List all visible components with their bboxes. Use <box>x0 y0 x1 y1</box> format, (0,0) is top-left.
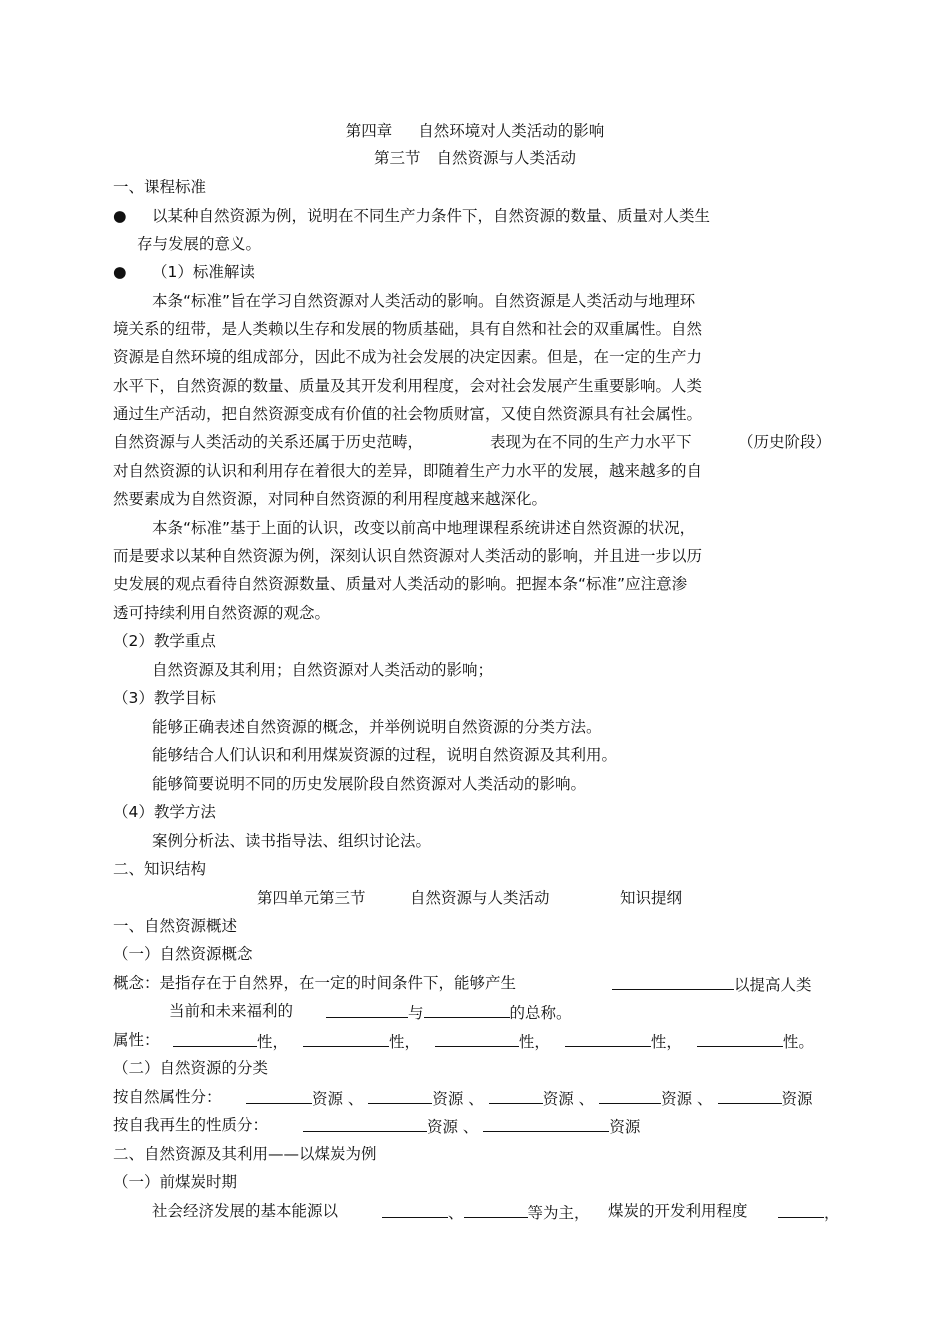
paragraph-line: 表现为在不同的生产力水平下 <box>490 433 692 451</box>
paragraph-line: 然要素成为自然资源，对同种自然资源的利用程度越来越深化。 <box>113 490 548 508</box>
concept-line-1: 概念：是指存在于自然界，在一定的时间条件下，能够产生 <box>113 974 517 992</box>
fill-blank[interactable] <box>303 1115 427 1132</box>
fill-blank[interactable] <box>382 1201 448 1218</box>
fill-blank[interactable] <box>778 1201 824 1218</box>
teaching-method-text: 案例分析法、读书指导法、组织讨论法。 <box>152 832 432 850</box>
concept-line-2: 当前和未来福利的 <box>169 1002 294 1020</box>
fill-blank[interactable] <box>483 1115 609 1132</box>
classification-blanks-renewable: 资源 、 资源 <box>303 1115 640 1137</box>
paragraph-line: 资源是自然环境的组成部分，因此不成为社会发展的决定因素。但是，在一定的生产力 <box>113 348 703 366</box>
section-name: 自然资源与人类活动 <box>436 149 577 167</box>
heading-knowledge-structure: 二、知识结构 <box>113 860 207 878</box>
fill-blank[interactable] <box>697 1030 783 1047</box>
teaching-focus-heading: （2）教学重点 <box>113 632 216 650</box>
fill-blank[interactable] <box>565 1030 651 1047</box>
fill-blank[interactable] <box>368 1087 432 1104</box>
outline-title-unit: 第四单元第三节 <box>257 889 366 907</box>
fill-blank[interactable] <box>173 1030 257 1047</box>
standard-bullet-text-1: 以某种自然资源为例，说明在不同生产力条件下，自然资源的数量、质量对人类生 <box>152 207 711 225</box>
section-number: 第三节 <box>373 149 421 167</box>
paragraph-line: （历史阶段） <box>738 433 832 451</box>
outline-title-label: 知识提纲 <box>620 889 683 907</box>
fill-blank[interactable] <box>424 1001 510 1018</box>
classification-label-renewable: 按自我再生的性质分： <box>113 1116 269 1134</box>
chapter-name: 自然环境对人类活动的影响 <box>418 122 605 140</box>
fill-blank[interactable] <box>326 1001 408 1018</box>
fill-blank[interactable] <box>435 1030 519 1047</box>
teaching-goal-item: 能够结合人们认识和利用煤炭资源的过程，说明自然资源及其利用。 <box>152 746 618 764</box>
bullet-icon: ● <box>113 263 127 281</box>
fill-blank[interactable] <box>464 1201 528 1218</box>
fill-blank[interactable] <box>718 1087 782 1104</box>
heading-curriculum-standard: 一、课程标准 <box>113 178 207 196</box>
fill-blank[interactable] <box>303 1030 389 1047</box>
bullet-icon: ● <box>113 207 127 225</box>
paragraph-line: 本条“标准”基于上面的认识，改变以前高中地理课程系统讲述自然资源的状况， <box>152 519 696 537</box>
classification-label-natural: 按自然属性分： <box>113 1088 222 1106</box>
fill-blank[interactable] <box>612 973 734 990</box>
pre-coal-end-blank: ， <box>778 1201 840 1223</box>
paragraph-line: 通过生产活动，把自然资源变成有价值的社会物质财富，又使自然资源具有社会属性。 <box>113 405 703 423</box>
teaching-focus-text: 自然资源及其利用；自然资源对人类活动的影响； <box>152 661 494 679</box>
standard-bullet-text-2: 存与发展的意义。 <box>137 235 262 253</box>
fill-blank[interactable] <box>599 1087 661 1104</box>
paragraph-line: 史发展的观点看待自然资源数量、质量对人类活动的影响。把握本条“标准”应注意渗 <box>113 575 688 593</box>
outline-title-topic: 自然资源与人类活动 <box>410 889 550 907</box>
paragraph-line: 透可持续利用自然资源的观念。 <box>113 604 331 622</box>
paragraph-line: 境关系的纽带，是人类赖以生存和发展的物质基础，具有自然和社会的双重属性。自然 <box>113 320 703 338</box>
paragraph-line: 而是要求以某种自然资源为例，深刻认识自然资源对人类活动的影响，并且进一步以历 <box>113 547 703 565</box>
outline-section-1: 一、自然资源概述 <box>113 917 238 935</box>
concept-line-1-blank: 以提高人类 <box>612 973 812 995</box>
paragraph-line: 本条“标准”旨在学习自然资源对人类活动的影响。自然资源是人类活动与地理环 <box>152 292 696 310</box>
section-title <box>0 148 950 168</box>
outline-subsection: （一）前煤炭时期 <box>113 1173 238 1191</box>
standard-interpretation-heading: （1）标准解读 <box>152 263 255 281</box>
outline-section-2: 二、自然资源及其利用——以煤炭为例 <box>113 1145 377 1163</box>
paragraph-line: 水平下，自然资源的数量、质量及其开发利用程度，会对社会发展产生重要影响。人类 <box>113 377 703 395</box>
paragraph-line: 自然资源与人类活动的关系还属于历史范畴， <box>113 433 424 451</box>
attribute-label: 属性： <box>113 1031 160 1049</box>
teaching-goal-item: 能够正确表述自然资源的概念，并举例说明自然资源的分类方法。 <box>152 718 602 736</box>
chapter-number: 第四章 <box>345 122 393 140</box>
fill-blank[interactable] <box>246 1087 312 1104</box>
teaching-method-heading: （4）教学方法 <box>113 803 216 821</box>
pre-coal-blanks: 、 等为主， <box>382 1201 590 1223</box>
pre-coal-text: 社会经济发展的基本能源以 <box>152 1202 339 1220</box>
classification-blanks-natural: 资源 、 资源 、 资源 、 资源 、 资源 <box>246 1087 813 1109</box>
teaching-goals-heading: （3）教学目标 <box>113 689 216 707</box>
pre-coal-utilization: 煤炭的开发利用程度 <box>608 1202 748 1220</box>
attribute-blanks: 性， 性， 性， 性， 性。 <box>173 1030 814 1052</box>
outline-subsection: （二）自然资源的分类 <box>113 1059 269 1077</box>
paragraph-line: 对自然资源的认识和利用存在着很大的差异，即随着生产力水平的发展，越来越多的自 <box>113 462 703 480</box>
concept-line-2-blanks: 与 的总称。 <box>326 1001 572 1023</box>
chapter-title <box>0 121 950 141</box>
outline-subsection: （一）自然资源概念 <box>113 945 253 963</box>
fill-blank[interactable] <box>489 1087 543 1104</box>
teaching-goal-item: 能够简要说明不同的历史发展阶段自然资源对人类活动的影响。 <box>152 775 587 793</box>
